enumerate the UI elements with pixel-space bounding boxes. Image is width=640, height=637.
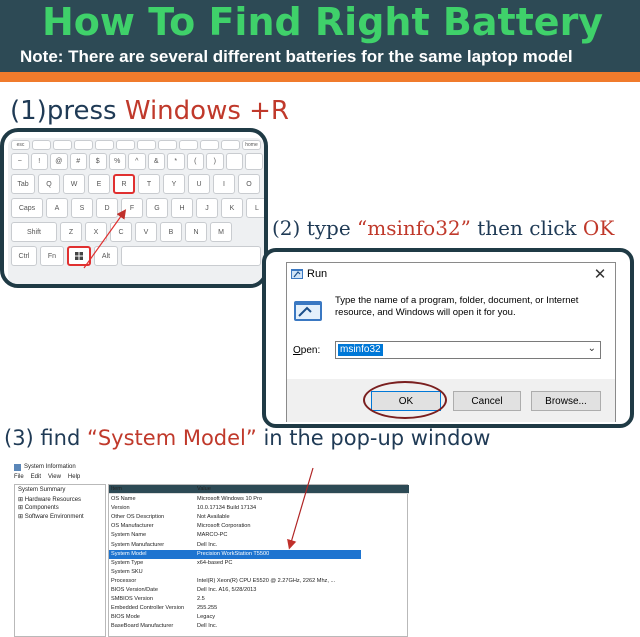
- key-e: E: [88, 174, 110, 194]
- key-z: Z: [60, 222, 82, 242]
- key-t: T: [138, 174, 160, 194]
- key-shift: Shift: [11, 222, 57, 242]
- row-item: Embedded Controller Version: [111, 605, 185, 612]
- row-item: BIOS Version/Date: [111, 587, 158, 593]
- row-value: Dell Inc. A16, 5/28/2013: [197, 587, 257, 593]
- key-i: I: [213, 174, 235, 194]
- key-j: J: [196, 198, 218, 218]
- key-v: V: [135, 222, 157, 242]
- system-model-arrow: [290, 468, 313, 546]
- row-item: System Manufacturer: [111, 541, 165, 548]
- row-value: Not Available: [197, 514, 230, 521]
- key-num-8: *: [167, 153, 185, 170]
- key-tab: Tab: [11, 174, 35, 194]
- key-q: Q: [38, 174, 60, 194]
- key-num-3: #: [70, 153, 88, 170]
- row-value: Dell Inc.: [197, 623, 218, 630]
- row-value: Precision WorkStation T5500: [197, 550, 270, 557]
- row-item: System Model: [111, 550, 147, 557]
- row-item: Version: [111, 505, 130, 512]
- key-x: X: [85, 222, 107, 242]
- keyboard-arrow: [84, 212, 124, 268]
- key-num-10: ): [206, 153, 224, 170]
- close-icon[interactable]: ✕: [593, 266, 607, 283]
- key-a: A: [46, 198, 68, 218]
- step3-prefix: (3) find: [4, 426, 87, 450]
- sysinfo-tree-item-0[interactable]: System Summary: [18, 487, 66, 493]
- key-w: W: [63, 174, 85, 194]
- key-fn: Fn: [40, 246, 64, 266]
- key-f: F: [121, 198, 143, 218]
- row-value: Microsoft Windows 10 Pro: [197, 496, 262, 502]
- open-input-value: msinfo32: [340, 344, 381, 355]
- row-value: Microsoft Corporation: [197, 523, 251, 530]
- key-k: K: [221, 198, 243, 218]
- key-fn-11: home: [242, 140, 261, 150]
- key-h: H: [171, 198, 193, 218]
- row-item: BIOS Mode: [111, 614, 140, 621]
- step2-suffix: then click: [470, 216, 583, 240]
- sysinfo-tree-item-1[interactable]: ⊞ Hardware Resources: [18, 496, 82, 503]
- open-label-rest: pen:: [300, 345, 321, 356]
- row-item: OS Manufacturer: [111, 523, 154, 530]
- key-num-4: $: [89, 153, 107, 170]
- key-fn-0: esc: [11, 140, 30, 150]
- key-alt: Alt: [94, 246, 118, 266]
- key-num-7: &: [148, 153, 166, 170]
- run-title: Run: [307, 268, 328, 280]
- sysinfo-title: System Information: [24, 464, 76, 470]
- row-value: MARCO-PC: [197, 532, 228, 539]
- step3-accent: “System Model”: [86, 426, 257, 450]
- key-num-9: (: [187, 153, 205, 170]
- key-n: N: [185, 222, 207, 242]
- row-value: Legacy: [197, 614, 216, 621]
- key-b: B: [160, 222, 182, 242]
- row-item: OS Name: [111, 496, 136, 502]
- step1-accent: Windows +R: [124, 96, 289, 126]
- step1-prefix: (1)press: [10, 96, 125, 126]
- sysinfo-tree-item-3[interactable]: ⊞ Software Environment: [18, 513, 84, 520]
- sysinfo-menu-view[interactable]: View: [48, 474, 61, 480]
- step2-accent-ok: OK: [582, 216, 615, 240]
- key-o: O: [238, 174, 260, 194]
- ok-button[interactable]: OK: [371, 391, 441, 411]
- key-l: L: [246, 198, 268, 218]
- row-item: Other OS Description: [111, 514, 165, 521]
- row-item: System Name: [111, 532, 147, 539]
- chevron-down-icon[interactable]: ⌄: [587, 343, 596, 354]
- column-item: Item: [111, 486, 122, 492]
- row-item: Processor: [111, 577, 137, 584]
- key-num-6: ^: [128, 153, 146, 170]
- key-num-5: %: [109, 153, 127, 170]
- sysinfo-tree-item-2[interactable]: ⊞ Components: [18, 505, 59, 511]
- open-label-accel: O: [293, 345, 301, 356]
- key-ctrl: Ctrl: [11, 246, 37, 266]
- key-s: S: [71, 198, 93, 218]
- row-value: Intel(R) Xeon(R) CPU E5520 @ 2.27GHz, 2262 Mhz, ...: [197, 577, 336, 584]
- run-description: Type the name of a program, folder, document, or Internet resource, and Windows will open it for you.: [335, 295, 579, 318]
- browse-button[interactable]: Browse...: [531, 391, 601, 411]
- key-num-2: @: [50, 153, 68, 170]
- key-num-1: !: [31, 153, 49, 170]
- step2-prefix: (2) type: [272, 216, 358, 240]
- row-value: Dell Inc.: [197, 541, 218, 548]
- sysinfo-menu-help[interactable]: Help: [67, 474, 81, 480]
- row-item: BaseBoard Manufacturer: [111, 623, 174, 630]
- key-caps: Caps: [11, 198, 43, 218]
- key-u: U: [188, 174, 210, 194]
- row-value: 2.5: [197, 596, 205, 603]
- page-subtitle: Note: There are several different batteries for the same laptop model: [20, 47, 573, 66]
- key-r: R: [113, 174, 135, 194]
- key-y: Y: [163, 174, 185, 194]
- step3-suffix: in the pop-up window: [256, 426, 491, 450]
- key-d: D: [96, 198, 118, 218]
- cancel-button[interactable]: Cancel: [453, 391, 521, 411]
- sysinfo-menu-file[interactable]: File: [14, 474, 24, 480]
- key-c: C: [110, 222, 132, 242]
- row-item: System SKU: [111, 568, 143, 575]
- row-value: 10.0.17134 Build 17134: [197, 505, 257, 512]
- column-value: Value: [197, 486, 211, 492]
- row-value: x64-based PC: [197, 559, 233, 566]
- page-title: How To Find Right Battery: [42, 0, 604, 44]
- key-g: G: [146, 198, 168, 218]
- row-value: 255.255: [197, 605, 218, 612]
- row-item: System Type: [111, 559, 144, 566]
- key-num-0: ~: [11, 153, 29, 170]
- sysinfo-menu-edit[interactable]: Edit: [30, 474, 42, 480]
- row-item: SMBIOS Version: [111, 596, 153, 603]
- key-m: M: [210, 222, 232, 242]
- step2-accent: “msinfo32”: [357, 216, 471, 240]
